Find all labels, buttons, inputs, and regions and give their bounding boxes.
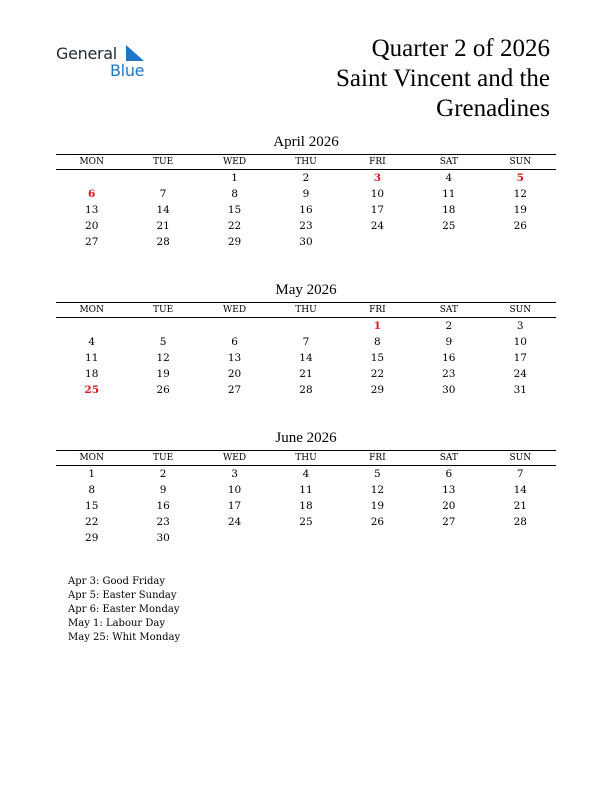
day-cell: 14: [156, 204, 170, 216]
day-cell: 18: [85, 368, 99, 380]
day-cell: 31: [513, 384, 527, 396]
day-cell: 17: [370, 204, 385, 216]
day-cell: 30: [299, 236, 313, 248]
day-cell: 23: [299, 220, 313, 232]
week-row: [56, 318, 556, 335]
empty-cell: [413, 234, 484, 250]
day-cell: 26: [156, 384, 170, 396]
day-cell: 6: [445, 468, 453, 480]
generalblue-logo: [56, 42, 156, 82]
day-cell: 29: [85, 532, 99, 544]
weekday-sun: SUN: [485, 155, 556, 170]
day-cell: 19: [513, 204, 527, 216]
day-cell: 29: [370, 384, 385, 396]
weekday-header-row: [56, 303, 556, 318]
day-cell: 28: [156, 236, 170, 248]
holiday-day-cell: 3: [373, 172, 382, 184]
holiday-item: May 25: Whit Monday: [68, 632, 181, 643]
weekday-mon: MON: [56, 155, 127, 170]
month-june: [56, 428, 556, 546]
empty-cell: [56, 318, 127, 335]
weekday-fri: FRI: [342, 451, 413, 466]
weekday-sun: SUN: [485, 451, 556, 466]
week-row: [56, 530, 556, 546]
week-row: [56, 498, 556, 514]
day-cell: 30: [442, 384, 456, 396]
day-cell: 14: [513, 484, 527, 496]
day-cell: 8: [88, 484, 96, 496]
day-cell: 20: [442, 500, 456, 512]
day-cell: 21: [156, 220, 170, 232]
title-line-2: Saint Vincent and the: [336, 65, 550, 92]
day-cell: 12: [156, 352, 170, 364]
page-title: [336, 34, 550, 124]
day-cell: 21: [513, 500, 527, 512]
day-cell: 2: [159, 468, 167, 480]
day-cell: 30: [156, 532, 170, 544]
day-cell: 13: [85, 204, 99, 216]
day-cell: 22: [370, 368, 385, 380]
week-row: [56, 482, 556, 498]
day-cell: 26: [370, 516, 385, 528]
day-cell: 22: [227, 220, 242, 232]
weekday-tue: TUE: [127, 303, 198, 318]
day-cell: 3: [231, 468, 238, 480]
week-row: [56, 234, 556, 250]
day-cell: 5: [159, 336, 167, 348]
day-cell: 27: [85, 236, 99, 248]
day-cell: 22: [85, 516, 99, 528]
empty-cell: [127, 318, 198, 335]
logo-text-general: General: [56, 44, 117, 63]
day-cell: 19: [156, 368, 170, 380]
month-title: April 2026: [273, 134, 339, 150]
holiday-day-cell: 1: [373, 320, 382, 332]
title-line-1: Quarter 2 of 2026: [371, 35, 550, 62]
weekday-sat: SAT: [413, 155, 484, 170]
empty-cell: [413, 530, 484, 546]
day-cell: 24: [227, 516, 242, 528]
week-row: [56, 202, 556, 218]
weekday-thu: THU: [270, 303, 341, 318]
weekday-thu: THU: [270, 451, 341, 466]
empty-cell: [485, 530, 556, 546]
day-cell: 14: [299, 352, 313, 364]
calendar-grid: [56, 154, 556, 250]
day-cell: 28: [513, 516, 527, 528]
week-row: [56, 170, 556, 187]
day-cell: 17: [513, 352, 527, 364]
weekday-header-row: [56, 155, 556, 170]
day-cell: 20: [227, 368, 242, 380]
day-cell: 8: [374, 336, 381, 348]
week-row: [56, 334, 556, 350]
day-cell: 20: [85, 220, 99, 232]
day-cell: 16: [299, 204, 313, 216]
day-cell: 15: [227, 204, 242, 216]
day-cell: 7: [516, 468, 524, 480]
day-cell: 23: [442, 368, 456, 380]
day-cell: 1: [88, 468, 96, 480]
day-cell: 9: [302, 188, 310, 200]
weekday-header-row: [56, 451, 556, 466]
weekday-tue: TUE: [127, 155, 198, 170]
empty-cell: [342, 530, 413, 546]
day-cell: 23: [156, 516, 170, 528]
day-cell: 28: [299, 384, 313, 396]
holiday-day-cell: 5: [516, 172, 524, 184]
title-line-3: Grenadines: [436, 95, 550, 122]
day-cell: 4: [445, 172, 453, 184]
day-cell: 18: [299, 500, 313, 512]
weekday-tue: TUE: [127, 451, 198, 466]
day-cell: 15: [85, 500, 99, 512]
logo-triangle-icon: [124, 45, 146, 61]
weekday-sat: SAT: [413, 303, 484, 318]
empty-cell: [485, 234, 556, 250]
empty-cell: [342, 234, 413, 250]
logo-text-blue: Blue: [110, 61, 145, 80]
day-cell: 3: [516, 320, 524, 332]
weekday-fri: FRI: [342, 303, 413, 318]
empty-cell: [199, 318, 270, 335]
month-april: [56, 132, 556, 250]
day-cell: 9: [159, 484, 167, 496]
week-row: [56, 466, 556, 483]
weekday-mon: MON: [56, 303, 127, 318]
day-cell: 13: [227, 352, 242, 364]
day-cell: 13: [442, 484, 456, 496]
weekday-wed: WED: [199, 451, 270, 466]
empty-cell: [56, 170, 127, 187]
day-cell: 1: [231, 172, 238, 184]
day-cell: 17: [227, 500, 242, 512]
day-cell: 11: [299, 484, 313, 496]
day-cell: 29: [227, 236, 242, 248]
calendar-grid: [56, 302, 556, 398]
day-cell: 25: [299, 516, 313, 528]
month-title: June 2026: [275, 430, 337, 446]
week-row: [56, 382, 556, 398]
day-cell: 4: [302, 468, 310, 480]
empty-cell: [127, 170, 198, 187]
week-row: [56, 366, 556, 382]
weekday-mon: MON: [56, 451, 127, 466]
holiday-item: Apr 5: Easter Sunday: [68, 590, 177, 601]
month-title: May 2026: [275, 282, 337, 298]
calendar-grid: [56, 450, 556, 546]
day-cell: 19: [370, 500, 385, 512]
day-cell: 16: [442, 352, 456, 364]
day-cell: 15: [370, 352, 385, 364]
day-cell: 26: [513, 220, 527, 232]
day-cell: 12: [513, 188, 527, 200]
day-cell: 9: [445, 336, 453, 348]
day-cell: 27: [227, 384, 242, 396]
day-cell: 24: [370, 220, 385, 232]
day-cell: 10: [513, 336, 527, 348]
day-cell: 2: [302, 172, 310, 184]
empty-cell: [270, 318, 341, 335]
day-cell: 8: [231, 188, 238, 200]
day-cell: 6: [231, 336, 238, 348]
empty-cell: [199, 530, 270, 546]
day-cell: 16: [156, 500, 170, 512]
weekday-fri: FRI: [342, 155, 413, 170]
weekday-sun: SUN: [485, 303, 556, 318]
day-cell: 10: [227, 484, 242, 496]
day-cell: 2: [445, 320, 453, 332]
day-cell: 11: [85, 352, 99, 364]
month-may: [56, 280, 556, 398]
weekday-sat: SAT: [413, 451, 484, 466]
day-cell: 27: [442, 516, 456, 528]
holiday-list: [68, 575, 180, 645]
weekday-wed: WED: [199, 155, 270, 170]
holiday-item: Apr 3: Good Friday: [68, 576, 166, 587]
day-cell: 7: [302, 336, 310, 348]
day-cell: 12: [370, 484, 385, 496]
weekday-thu: THU: [270, 155, 341, 170]
day-cell: 11: [442, 188, 456, 200]
day-cell: 10: [370, 188, 385, 200]
day-cell: 18: [442, 204, 456, 216]
day-cell: 24: [513, 368, 527, 380]
empty-cell: [270, 530, 341, 546]
holiday-day-cell: 6: [88, 188, 96, 200]
day-cell: 21: [299, 368, 313, 380]
week-row: [56, 514, 556, 530]
weekday-wed: WED: [199, 303, 270, 318]
week-row: [56, 186, 556, 202]
day-cell: 5: [374, 468, 381, 480]
day-cell: 7: [159, 188, 167, 200]
day-cell: 4: [88, 336, 96, 348]
week-row: [56, 350, 556, 366]
week-row: [56, 218, 556, 234]
holiday-day-cell: 25: [84, 384, 100, 396]
day-cell: 25: [442, 220, 456, 232]
holiday-item: May 1: Labour Day: [68, 618, 165, 629]
holiday-item: Apr 6: Easter Monday: [68, 604, 180, 615]
